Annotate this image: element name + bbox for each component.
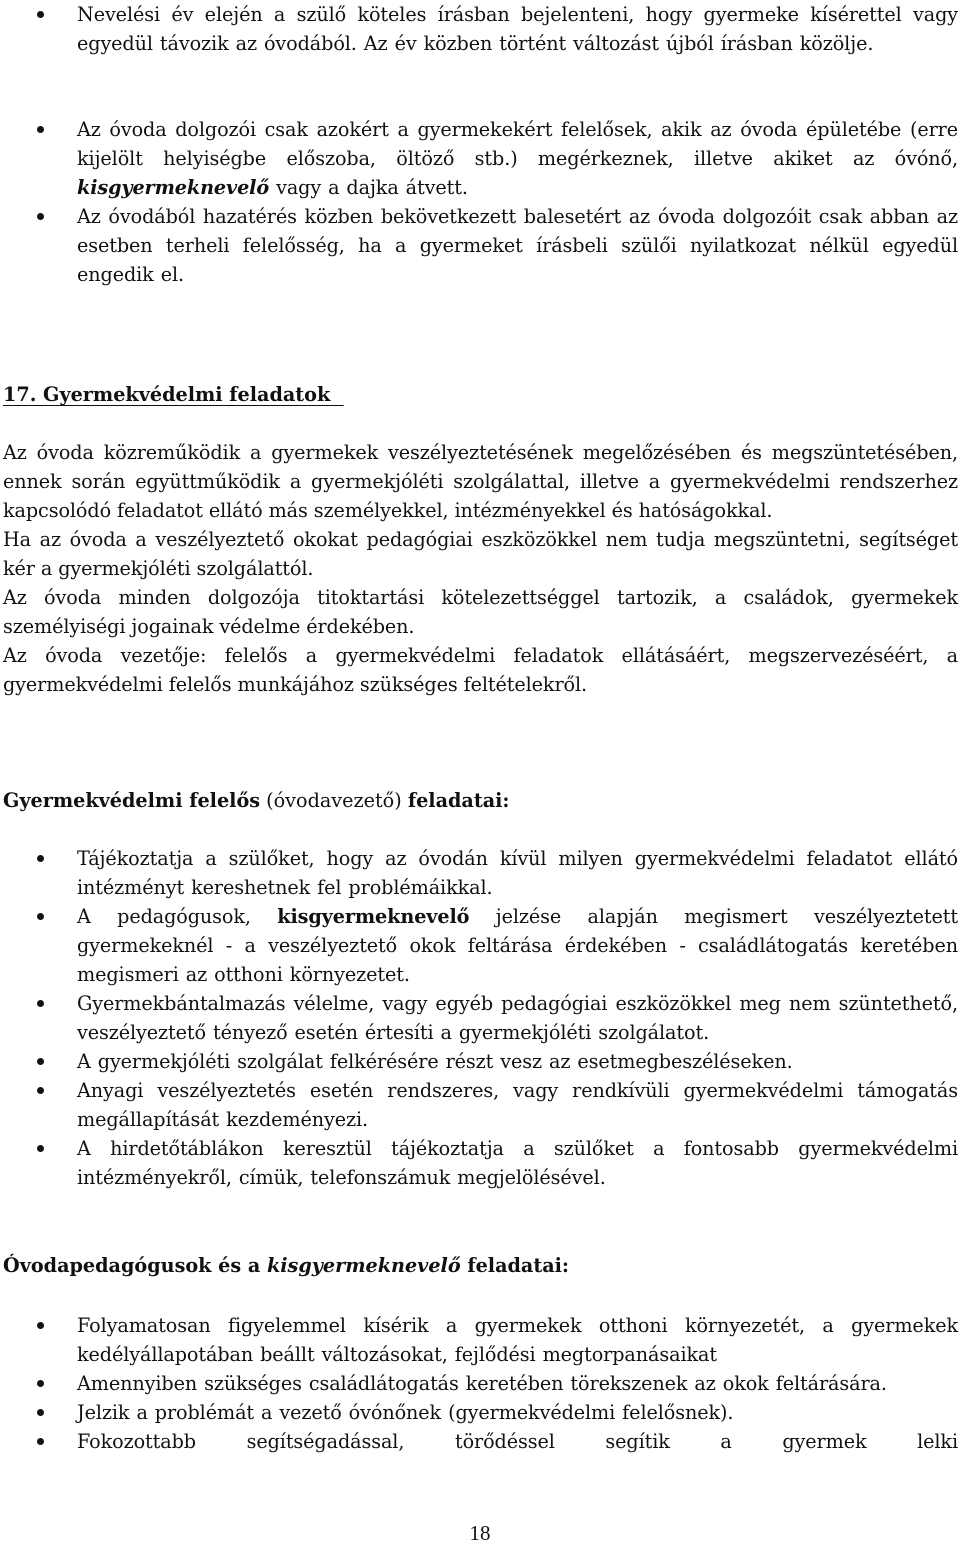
- list-item: [0, 0, 958, 58]
- list-item-text: Fokozottabb segítségadással, törődéssel segítik a gyermek lelki: [77, 1430, 958, 1453]
- paragraph: Az óvoda minden dolgozója titoktartási kötelezettséggel tartozik, a családok, gyermekek személyiségi jogainak védelme érdekében.: [3, 586, 958, 638]
- list-item-text: Nevelési év elején a szülő köteles írásban bejelenteni, hogy gyermeke kísérettel vagy egyedül távozik az óvodából. Az év közben történt változást újból írásban közölje.: [77, 3, 958, 55]
- list-item: [0, 1047, 958, 1076]
- heading-text: feladatai:: [460, 1254, 570, 1277]
- heading-text: Gyermekvédelmi felelős: [3, 789, 261, 812]
- heading-text: Óvodapedagógusok és a: [3, 1254, 267, 1277]
- list-item-text: A hirdetőtáblákon keresztül tájékoztatja a szülőket a fontosabb gyermekvédelmi intézményekről, címük, telefonszámuk megjelölésével.: [77, 1137, 958, 1189]
- title-underline-tail: [330, 383, 343, 406]
- list-item: [0, 844, 958, 902]
- list-item-text: A pedagógusok,: [77, 905, 278, 928]
- list-item-text: Anyagi veszélyeztetés esetén rendszeres, vagy rendkívüli gyermekvédelmi támogatás megállapítását kezdeményezi.: [77, 1079, 958, 1131]
- list-item: [0, 1369, 958, 1398]
- top-bullet-list: [0, 0, 958, 289]
- list-item: [0, 115, 958, 202]
- list-item: [0, 202, 958, 289]
- list-item-text: A gyermekjóléti szolgálat felkérésére részt vesz az esetmegbeszéléseken.: [77, 1050, 793, 1073]
- teachers-task-list: [0, 1311, 958, 1456]
- list-item-text: Az óvodából hazatérés közben bekövetkezett balesetért az óvoda dolgozóit csak abban az esetben terheli felelősség, ha a gyermeket írásbeli szülői nyilatkozat nélkül egyedül engedik el.: [77, 205, 958, 286]
- officer-heading: [3, 786, 510, 815]
- heading-text: feladatai:: [407, 789, 510, 812]
- emphasis-text: kisgyermeknevelő: [77, 176, 270, 199]
- officer-task-list: [0, 844, 958, 1192]
- list-item: [0, 1427, 958, 1456]
- emphasis-text: kisgyermeknevelő: [277, 905, 470, 928]
- paragraph: Az óvoda vezetője: felelős a gyermekvédelmi feladatok ellátásáért, megszervezéséért, a gyermekvédelmi felelős munkájához szükséges feltételekről.: [3, 644, 958, 696]
- list-item: [0, 1076, 958, 1134]
- section-title-text: 17. Gyermekvédelmi feladatok: [3, 383, 331, 406]
- emphasis-text: kisgyermeknevelő: [266, 1254, 461, 1277]
- list-item-text: Gyermekbántalmazás vélelme, vagy egyéb pedagógiai eszközökkel meg nem szüntethető, veszélyeztető tényező esetén értesíti a gyermekjóléti szolgálatot.: [77, 992, 958, 1044]
- paragraph: Ha az óvoda a veszélyeztető okokat pedagógiai eszközökkel nem tudja megszüntetni, segítséget kér a gyermekjóléti szolgálattól.: [3, 528, 958, 580]
- list-item: [0, 1311, 958, 1369]
- section-title: [3, 380, 344, 409]
- list-item: [0, 1134, 958, 1192]
- list-item: [0, 902, 958, 989]
- paragraph: Az óvoda közreműködik a gyermekek veszélyeztetésének megelőzésében és megszüntetésében, ennek során együttműködik a gyermekjóléti szolgálattal, illetve a gyermekvédelmi rendszerhez kapcsolódó feladatot ellátó más személyekkel, intézményekkel és hatóságokkal.: [3, 441, 958, 522]
- page-number: 18: [469, 1521, 491, 1545]
- list-item-text: Tájékoztatja a szülőket, hogy az óvodán kívül milyen gyermekvédelmi feladatot ellátó intézményt kereshetnek fel problémáikkal.: [77, 847, 958, 899]
- list-item: [0, 1398, 958, 1427]
- list-item-text: Folyamatosan figyelemmel kísérik a gyermekek otthoni környezetét, a gyermekek kedélyállapotában beállt változásokat, fejlődési megtorpanásaikat: [77, 1314, 958, 1366]
- list-item: [0, 989, 958, 1047]
- list-item-text: vagy a dajka átvett.: [269, 176, 468, 199]
- list-item-text: Jelzik a problémát a vezető óvónőnek (gyermekvédelmi felelősnek).: [77, 1401, 734, 1424]
- heading-text: (óvodavezető): [260, 789, 408, 812]
- list-item-text: Az óvoda dolgozói csak azokért a gyermekekért felelősek, akik az óvoda épületébe (erre kijelölt helyiségbe előszoba, öltöző stb.) megérkeznek, illetve akiket az óvónő,: [77, 118, 958, 170]
- section-body: [3, 438, 958, 699]
- list-item-text: jelzése alapján megismert veszélyeztetett gyermekeknél - a veszélyeztető okok feltárása érdekében - családlátogatás keretében megismeri az otthoni környezetet.: [77, 905, 958, 986]
- teachers-heading: [3, 1251, 569, 1280]
- list-item-text: Amennyiben szükséges családlátogatás keretében törekszenek az okok feltárására.: [77, 1372, 887, 1395]
